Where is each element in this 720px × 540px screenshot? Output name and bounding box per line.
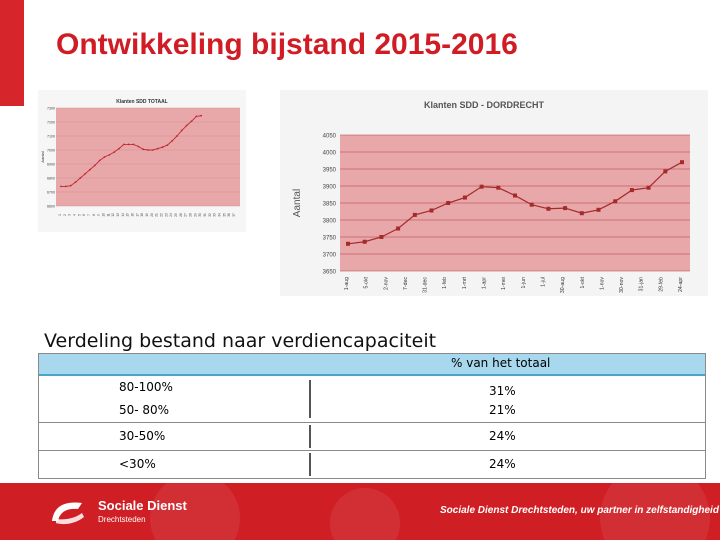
- data-point: [133, 144, 135, 146]
- y-tick-label: 3850: [322, 201, 336, 208]
- data-point: [680, 160, 684, 164]
- y-tick-label: 3800: [322, 218, 336, 225]
- x-tick-label: 7: [87, 214, 91, 216]
- accent-bar: [0, 0, 24, 106]
- page-title: Ontwikkeling bijstand 2015-2016: [56, 28, 518, 61]
- capacity-table: [38, 353, 706, 479]
- table-cell-value: 21%: [489, 403, 516, 417]
- chart-title: Klanten SDD - DORDRECHT: [423, 100, 545, 110]
- x-tick-label: 1-okt: [579, 277, 586, 289]
- column-divider: [309, 453, 311, 476]
- data-point: [128, 144, 130, 146]
- x-tick-label: 30-nov: [619, 277, 626, 293]
- data-point: [191, 120, 193, 122]
- data-point: [75, 181, 77, 183]
- y-tick-label: 6700: [47, 190, 55, 195]
- table-cell-label: 30-50%: [119, 429, 166, 443]
- x-tick-label: 28: [188, 213, 193, 217]
- data-point: [363, 240, 367, 244]
- x-tick-label: 1-apr: [481, 277, 488, 290]
- data-point: [162, 146, 164, 148]
- data-point: [413, 213, 417, 217]
- data-point: [396, 227, 400, 231]
- column-divider: [309, 425, 311, 448]
- data-point: [597, 208, 601, 212]
- data-point: [613, 199, 617, 203]
- data-point: [563, 206, 567, 210]
- x-tick-label: 24: [169, 213, 174, 217]
- x-tick-label: 19: [145, 213, 149, 217]
- table-row: [39, 422, 705, 450]
- logo-icon: [48, 497, 88, 529]
- y-tick-label: 3900: [322, 184, 336, 191]
- x-tick-label: 10: [101, 213, 106, 217]
- chart-sdd-dordrecht: [280, 90, 708, 296]
- data-point: [104, 156, 106, 158]
- x-tick-label: 1-nov: [599, 277, 606, 290]
- x-tick-label: 6: [82, 214, 87, 216]
- x-tick-label: 26: [178, 213, 183, 217]
- data-point: [94, 165, 96, 167]
- logo-name: Sociale Dienst: [98, 498, 187, 513]
- data-point: [171, 140, 173, 142]
- data-point: [546, 207, 550, 211]
- x-tick-label: 30-aug: [560, 277, 567, 294]
- y-tick-label: 7300: [47, 106, 55, 111]
- data-point: [123, 144, 125, 146]
- x-tick-label: 16: [130, 213, 135, 217]
- x-tick-label: 7-dec: [402, 277, 409, 290]
- data-point: [200, 115, 202, 117]
- x-tick-label: 15: [125, 213, 130, 217]
- x-tick-label: 24-apr: [678, 277, 684, 292]
- y-tick-label: 6800: [47, 176, 55, 181]
- x-tick-label: 30: [198, 213, 203, 217]
- x-tick-label: 20: [149, 213, 154, 217]
- y-tick-label: 7100: [47, 134, 55, 139]
- table-cell-value: 24%: [489, 457, 516, 471]
- x-tick-label: 4: [72, 214, 77, 216]
- data-point: [513, 194, 517, 198]
- column-divider: [309, 380, 311, 418]
- data-point: [346, 242, 350, 246]
- data-point: [142, 148, 144, 150]
- x-tick-label: 1-jun: [520, 277, 527, 289]
- y-tick-label: 6600: [47, 204, 55, 209]
- x-tick-label: 9: [96, 214, 101, 216]
- x-tick-label: 5: [77, 214, 82, 216]
- data-point: [137, 146, 139, 148]
- plot-area: [56, 108, 240, 206]
- y-tick-label: 3950: [322, 167, 336, 174]
- data-point: [60, 186, 62, 188]
- x-tick-label: 17: [135, 213, 140, 217]
- y-tick-label: 3700: [322, 252, 336, 259]
- data-point: [195, 116, 197, 118]
- x-tick-label: 1-mrt: [461, 277, 468, 290]
- x-tick-label: 29-feb: [658, 277, 665, 292]
- table-cell-label: <30%: [119, 457, 156, 471]
- x-tick-label: 14: [120, 213, 125, 217]
- data-point: [70, 185, 72, 187]
- data-point: [166, 144, 168, 146]
- y-tick-label: 3650: [322, 269, 336, 276]
- data-point: [152, 149, 154, 151]
- data-point: [430, 208, 434, 212]
- chart-sdd-totaal: [38, 90, 246, 232]
- table-header: [39, 354, 705, 374]
- x-tick-label: 3: [67, 214, 72, 216]
- x-tick-label: 12: [111, 213, 116, 217]
- x-tick-label: 1-mei: [501, 277, 508, 290]
- data-point: [176, 135, 178, 137]
- x-tick-label: 31: [203, 213, 207, 217]
- x-tick-label: 36: [227, 213, 232, 217]
- x-tick-label: 29: [193, 213, 198, 217]
- data-point: [530, 203, 534, 207]
- data-point: [663, 169, 667, 173]
- x-tick-label: 37: [232, 213, 236, 217]
- x-tick-label: 34: [217, 213, 222, 217]
- data-point: [379, 235, 383, 239]
- logo-subtitle: Drechtsteden: [98, 515, 146, 524]
- footer-banner: [0, 483, 720, 540]
- data-point: [463, 196, 467, 200]
- x-tick-label: 18: [140, 213, 145, 217]
- x-tick-label: 2-nov: [383, 277, 390, 290]
- y-tick-label: 4050: [322, 133, 336, 140]
- data-point: [147, 149, 149, 151]
- table-header-label: % van het totaal: [451, 356, 551, 370]
- x-tick-label: 33: [212, 213, 217, 217]
- section-subtitle: Verdeling bestand naar verdiencapaciteit: [44, 330, 437, 352]
- data-point: [181, 130, 183, 132]
- data-point: [186, 125, 188, 127]
- x-tick-label: 27: [183, 213, 188, 217]
- data-point: [647, 186, 651, 190]
- y-axis-label: Aantal: [40, 151, 45, 163]
- x-tick-label: 1: [58, 214, 62, 216]
- x-tick-label: 13: [116, 213, 120, 217]
- x-tick-label: 21: [154, 213, 159, 217]
- chart-title: Klanten SDD TOTAAL: [116, 99, 168, 105]
- background-shape: [330, 488, 400, 540]
- data-point: [157, 148, 159, 150]
- data-point: [630, 188, 634, 192]
- data-point: [446, 201, 450, 205]
- table-row: [39, 374, 705, 422]
- footer-slogan: Sociale Dienst Drechtsteden, uw partner in zelfstandigheid: [440, 505, 719, 516]
- data-point: [89, 169, 91, 171]
- data-point: [65, 186, 67, 188]
- y-tick-label: 7200: [47, 120, 55, 125]
- data-point: [580, 211, 584, 215]
- table-row: [39, 450, 705, 478]
- y-tick-label: 4000: [322, 150, 336, 157]
- x-tick-label: 11: [106, 213, 111, 217]
- data-point: [84, 173, 86, 175]
- x-tick-label: 25: [174, 213, 178, 217]
- x-tick-label: 31-jan: [638, 277, 645, 292]
- x-tick-label: 1-jul: [540, 277, 547, 287]
- y-tick-label: 3750: [322, 235, 336, 242]
- x-tick-label: 8: [91, 214, 96, 216]
- data-point: [99, 160, 101, 162]
- table-cell-value: 24%: [489, 429, 516, 443]
- x-tick-label: 31-dec: [422, 277, 429, 293]
- x-tick-label: 22: [159, 213, 164, 217]
- data-point: [108, 154, 110, 156]
- data-point: [118, 148, 120, 150]
- x-tick-label: 5-okt: [363, 277, 370, 289]
- table-cell-value: 31%: [489, 384, 516, 398]
- data-point: [79, 177, 81, 179]
- x-tick-label: 23: [164, 213, 169, 217]
- x-tick-label: 1-feb: [442, 277, 449, 289]
- table-cell-label: 80-100%: [119, 380, 173, 394]
- table-cell-label: 50- 80%: [119, 403, 170, 417]
- data-point: [480, 185, 484, 189]
- data-point: [496, 186, 500, 190]
- y-axis-label: Aantal: [292, 188, 303, 218]
- y-tick-label: 7000: [47, 148, 55, 153]
- data-point: [113, 151, 115, 153]
- y-tick-label: 6900: [47, 162, 55, 167]
- x-tick-label: 1-aug: [344, 277, 350, 291]
- x-tick-label: 32: [207, 213, 212, 217]
- x-tick-label: 35: [222, 213, 227, 217]
- x-tick-label: 2: [62, 214, 67, 216]
